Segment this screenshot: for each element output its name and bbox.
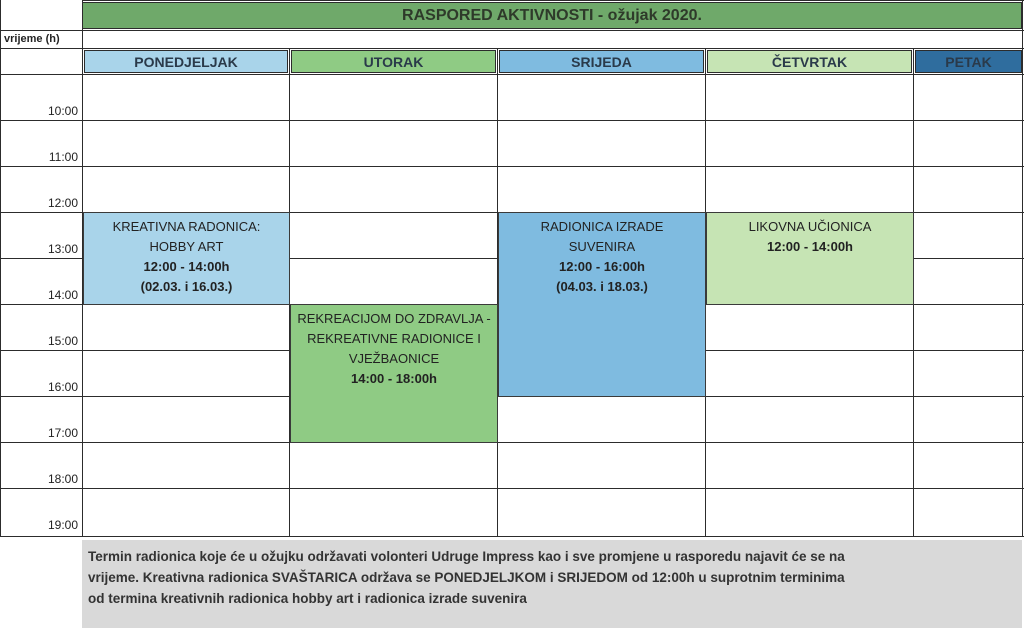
day-header-ponedjeljak: PONEDJELJAK	[84, 50, 288, 73]
time-column-header: vrijeme (h)	[4, 33, 60, 45]
time-label: 11:00	[48, 150, 78, 164]
grid-line	[0, 488, 1024, 489]
time-label: 17:00	[47, 426, 78, 440]
event-likovna-ucionica[interactable]	[706, 212, 914, 305]
event-time: 14:00 - 18:00h	[351, 371, 437, 386]
event-title-line: REKREACIJOM DO ZDRAVLJA -	[297, 311, 491, 326]
time-label: 15:00	[47, 334, 78, 348]
event-title-line: KREATIVNA RADONICA:	[112, 219, 261, 234]
time-label: 19:00	[47, 518, 78, 532]
time-label: 13:00	[47, 242, 78, 256]
grid-line	[0, 48, 1024, 49]
day-header-utorak: UTORAK	[291, 50, 496, 73]
event-time: 12:00 - 14:00h	[143, 259, 230, 274]
grid-line	[0, 442, 1024, 443]
grid-line	[0, 30, 1024, 31]
day-header-srijeda: SRIJEDA	[499, 50, 704, 73]
time-label: 12:00	[47, 196, 78, 210]
event-title-line: LIKOVNA UČIONICA	[748, 219, 872, 234]
event-title-line: REKREATIVNE RADIONICE I	[307, 331, 481, 346]
event-dates: (04.03. i 18.03.)	[556, 279, 648, 294]
note-line: od termina kreativnih radionica hobby art i radionica izrade suvenira	[88, 591, 527, 606]
event-title-line: SUVENIRA	[568, 239, 636, 254]
event-title-line: VJEŽBAONICE	[348, 351, 440, 366]
event-time: 12:00 - 14:00h	[767, 239, 853, 254]
grid-line	[82, 0, 1024, 1]
grid-line	[0, 74, 1024, 75]
event-title-line: HOBBY ART	[149, 239, 224, 254]
time-label: 18:00	[47, 472, 78, 486]
note-line: vrijeme. Kreativna radionica SVAŠTARICA održava se PONEDJELJKOM i SRIJEDOM od 12:00h u suprotnim terminima	[88, 570, 845, 585]
event-rekreacija[interactable]	[290, 304, 498, 443]
grid-line	[0, 166, 1024, 167]
day-header-petak: PETAK	[915, 50, 1022, 73]
time-label: 16:00	[47, 380, 78, 394]
grid-line	[0, 120, 1024, 121]
event-time: 12:00 - 16:00h	[559, 259, 645, 274]
note-line: Termin radionica koje će u ožujku održavati volonteri Udruge Impress kao i sve promjene u rasporedu najavit će se na	[88, 549, 845, 564]
day-header-cetvrtak: ČETVRTAK	[707, 50, 912, 73]
schedule-title: RASPORED AKTIVNOSTI - ožujak 2020.	[82, 2, 1022, 29]
event-dates: (02.03. i 16.03.)	[140, 279, 233, 294]
event-kreativna-radionica[interactable]	[83, 212, 290, 305]
event-title-line: RADIONICA IZRADE	[540, 219, 664, 234]
grid-line	[1022, 0, 1023, 537]
schedule-note	[82, 540, 1022, 628]
event-radionica-izrade-suvenira[interactable]	[498, 212, 706, 397]
grid-line	[0, 0, 1, 537]
time-label: 14:00	[47, 288, 78, 302]
time-label: 10:00	[47, 104, 78, 118]
grid-line	[0, 536, 1024, 537]
